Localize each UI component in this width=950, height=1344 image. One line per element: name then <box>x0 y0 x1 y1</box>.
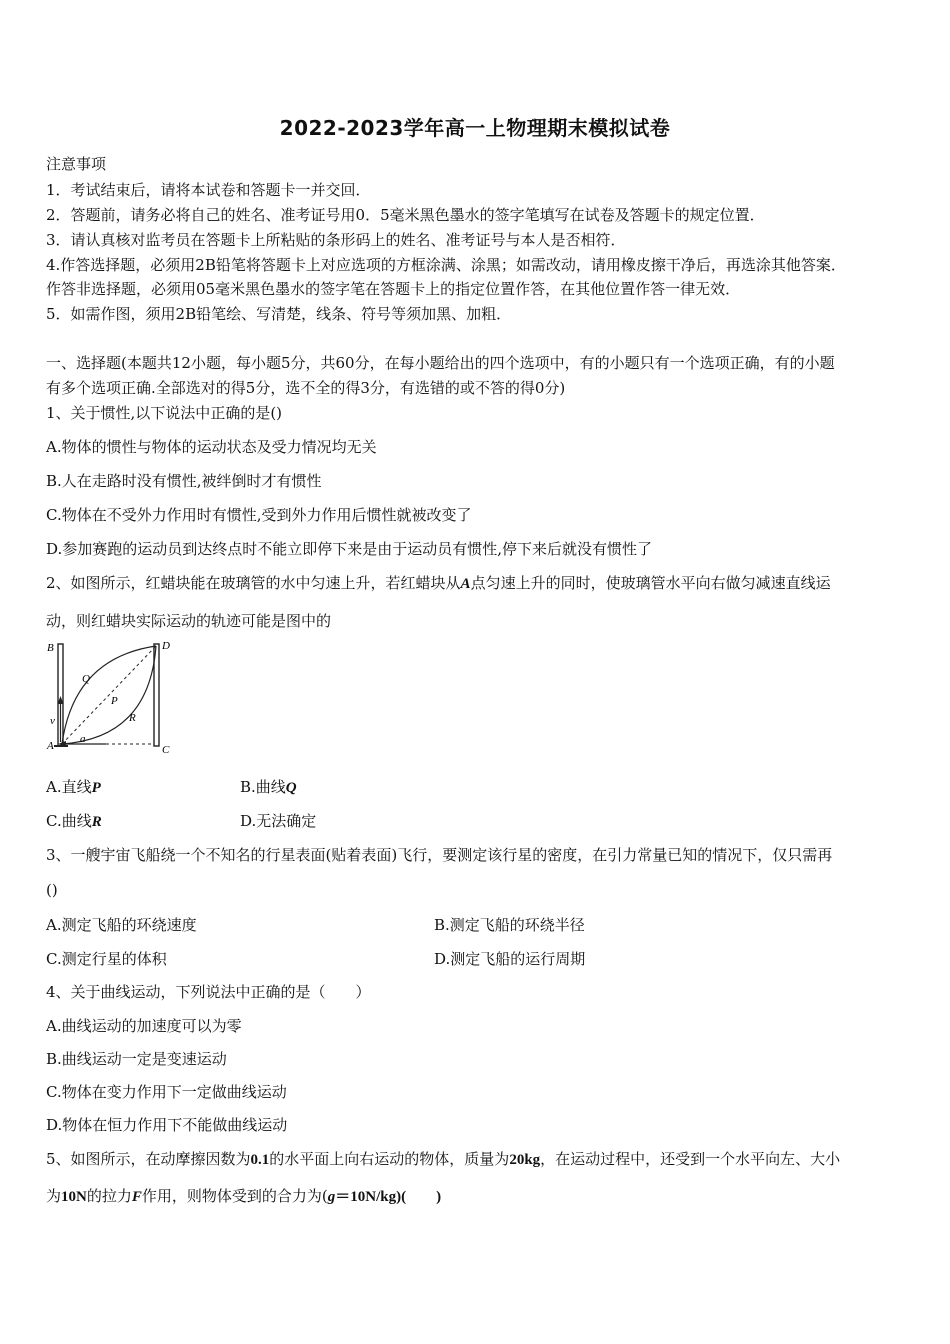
q2-figure-tube-diagram <box>44 638 184 760</box>
q3-option-c: C.测定行星的体积 <box>46 950 167 968</box>
q4-option-d: D.物体在恒力作用下不能做曲线运动 <box>46 1116 288 1134</box>
q2-stem-text: 点匀速上升的同时，使玻璃管水平向右做匀减速直线运 <box>470 574 831 592</box>
q2-stem-var: A <box>460 576 471 592</box>
q1-option-c: C.物体在不受外力作用时有惯性,受到外力作用后惯性就被改变了 <box>46 506 472 524</box>
notice-heading: 注意事项 <box>46 155 107 173</box>
q1-option-b: B.人在走路时没有惯性,被绊倒时才有惯性 <box>46 472 322 490</box>
q3-option-d: D.测定飞船的运行周期 <box>434 950 586 968</box>
q4-option-b: B.曲线运动一定是变速运动 <box>46 1050 227 1068</box>
q5-stem-line2: 为10N的拉力F作用，则物体受到的合力为(g＝10N/kg)( ) <box>46 1187 442 1205</box>
notice-item: 作答非选择题，必须用05毫米黑色墨水的签字笔在答题卡上的指定位置作答，在其他位置作答一律无效． <box>46 280 741 298</box>
q5-stem-line1: 5、如图所示，在动摩擦因数为0.1的水平面上向右运动的物体，质量为20kg，在运动过程中，还受到一个水平向左、大小 <box>46 1150 841 1168</box>
figure-label-p: P <box>111 695 118 707</box>
notice-item: 3．请认真核对监考员在答题卡上所粘贴的条形码上的姓名、准考证号与本人是否相符． <box>46 231 626 249</box>
q4-option-c: C.物体在变力作用下一定做曲线运动 <box>46 1083 287 1101</box>
q3-option-b: B.测定飞船的环绕半径 <box>434 916 585 934</box>
figure-label-a-point: A <box>47 740 54 752</box>
q4-stem: 4、关于曲线运动，下列说法中正确的是（ ） <box>46 983 371 1001</box>
q2-stem-line1 <box>46 572 831 593</box>
q2-option-a: A.直线P <box>46 778 101 796</box>
q1-option-a: A.物体的惯性与物体的运动状态及受力情况均无关 <box>46 438 377 456</box>
q2-stem-text: 2、如图所示，红蜡块能在玻璃管的水中匀速上升，若红蜡块从 <box>46 574 461 592</box>
q3-stem-line2: () <box>46 881 58 899</box>
q4-option-a: A.曲线运动的加速度可以为零 <box>46 1017 242 1035</box>
q2-option-b: B.曲线Q <box>240 778 297 796</box>
figure-label-d: D <box>162 640 170 652</box>
q1-option-d: D.参加赛跑的运动员到达终点时不能立即停下来是由于运动员有惯性,停下来后就没有惯性了 <box>46 540 653 558</box>
figure-label-r: R <box>129 712 136 724</box>
q1-stem: 1、关于惯性,以下说法中正确的是() <box>46 404 283 422</box>
q2-option-d: D.无法确定 <box>240 812 317 830</box>
notice-item: 5．如需作图，须用2B铅笔绘、写清楚，线条、符号等须加黑、加粗． <box>46 305 512 323</box>
figure-path-p <box>62 646 156 744</box>
section-header-line1: 一、选择题(本题共12小题，每小题5分，共60分，在每小题给出的四个选项中，有的小题只有一个选项正确，有的小题 <box>46 354 835 372</box>
figure-label-c: C <box>162 744 170 756</box>
notice-item: 1．考试结束后，请将本试卷和答题卡一并交回． <box>46 181 371 199</box>
notice-item: 2．答题前，请务必将自己的姓名、准考证号用0．5毫米黑色墨水的签字笔填写在试卷及答题卡的规定位置． <box>46 206 765 224</box>
figure-label-b: B <box>47 642 54 654</box>
q3-option-a: A.测定飞船的环绕速度 <box>46 916 197 934</box>
q2-stem-line2: 动，则红蜡块实际运动的轨迹可能是图中的 <box>46 612 332 630</box>
section-header-line2: 有多个选项正确.全部选对的得5分，选不全的得3分，有选错的或不答的得0分) <box>46 379 566 397</box>
q3-stem-line1: 3、一艘宇宙飞船绕一个不知名的行星表面(贴着表面)飞行，要测定该行星的密度，在引力常量已知的情况下，仅只需再 <box>46 846 833 864</box>
q2-option-c: C.曲线R <box>46 812 102 830</box>
figure-label-accel: a <box>80 733 86 745</box>
figure-label-q: Q <box>82 673 90 685</box>
notice-item: 4.作答选择题，必须用2B铅笔将答题卡上对应选项的方框涂满、涂黑；如需改动，请用橡皮擦干净后，再选涂其他答案． <box>46 256 846 274</box>
figure-label-v: v <box>50 715 55 727</box>
page-title: 2022-2023学年高一上物理期末模拟试卷 <box>279 116 671 140</box>
